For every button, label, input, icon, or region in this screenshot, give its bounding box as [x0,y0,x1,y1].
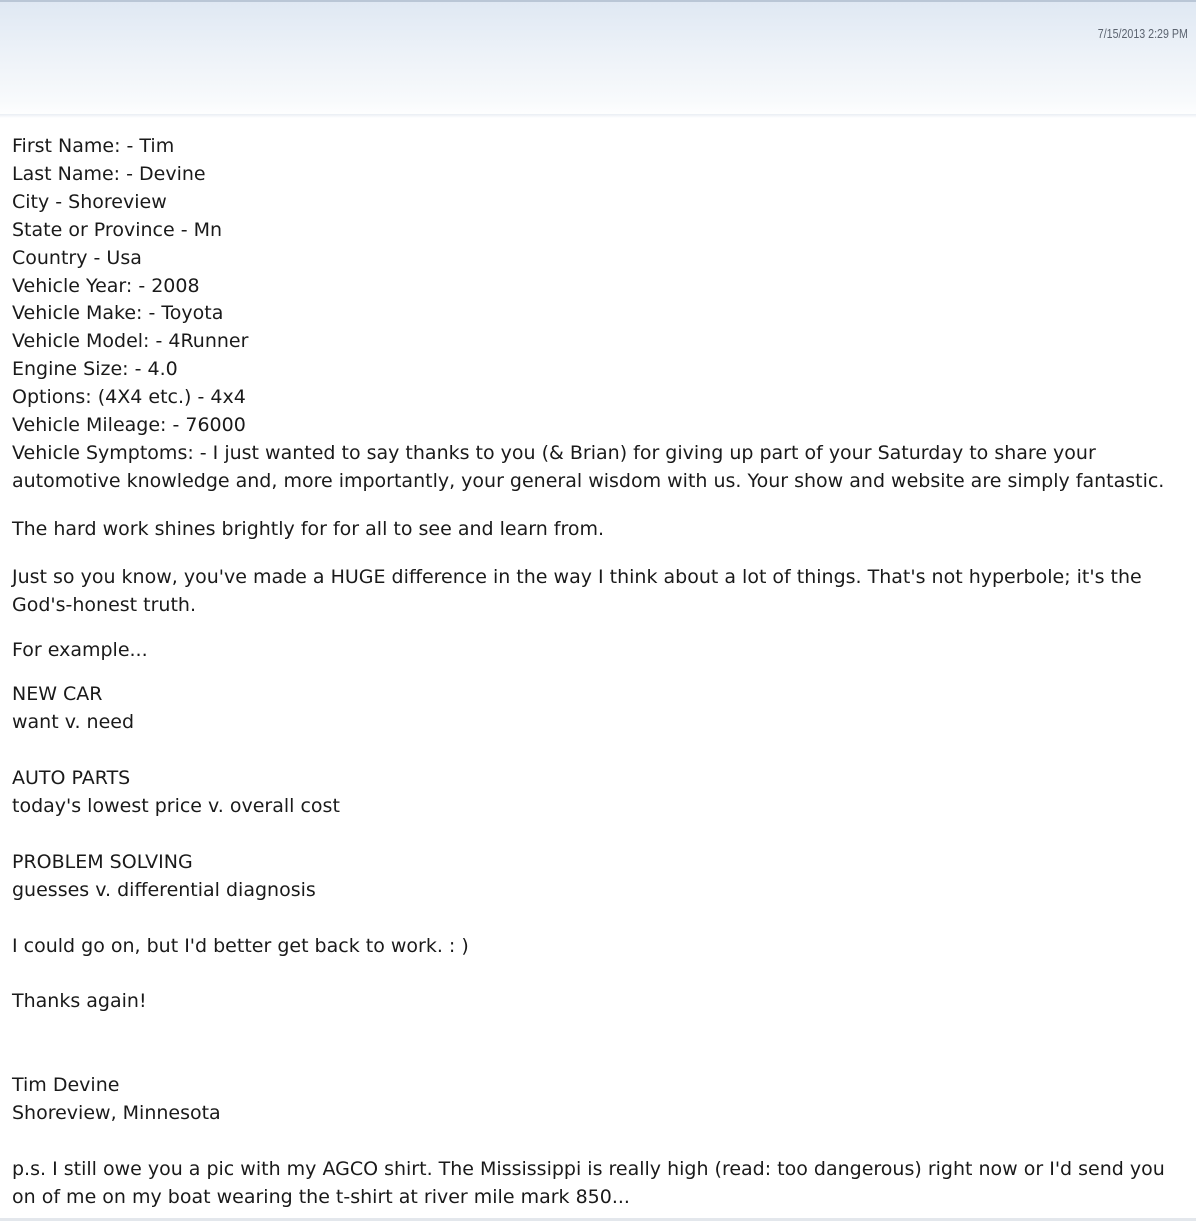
message-timestamp: 7/15/2013 2:29 PM [1097,26,1188,41]
field-symptoms-line-1: Vehicle Symptoms: - I just wanted to say thanks to you (& Brian) for giving up part of your Saturday to share your [12,441,1096,464]
field-engine-size: Engine Size: - 4.0 [12,358,178,381]
paragraph-for-example: For example... [12,638,148,661]
field-country: Country - Usa [12,246,142,269]
ps-line-1: p.s. I still owe you a pic with my AGCO shirt. The Mississippi is really high (read: too dangerous) right now or I'd send you [12,1157,1165,1180]
closing-go-on: I could go on, but I'd better get back to work. : ) [12,934,469,957]
example-detail: want v. need [12,711,135,734]
field-vehicle-make: Vehicle Make: - Toyota [12,302,224,325]
paragraph-huge-line-1: Just so you know, you've made a HUGE difference in the way I think about a lot of things. That's not hyperbole; it's the [12,565,1142,588]
field-vehicle-year: Vehicle Year: - 2008 [12,274,200,297]
example-detail: today's lowest price v. overall cost [12,795,340,818]
field-symptoms-line-2: automotive knowledge and, more importantly, your general wisdom with us. Your show and website are simply fantastic. [12,469,1165,492]
paragraph-spacer [12,496,1162,516]
blank-line [12,821,1162,849]
example-detail: guesses v. differential diagnosis [12,878,316,901]
blank-line [12,960,1162,988]
field-state: State or Province - Mn [12,218,223,241]
paragraph-spacer [12,620,1162,637]
field-first-name: First Name: - Tim [12,135,175,157]
message-body [12,133,1165,1212]
signature-name: Tim Devine [12,1074,120,1096]
field-vehicle-mileage: Vehicle Mileage: - 76000 [12,414,246,437]
field-city: City - Shoreview [12,190,167,213]
example-heading: AUTO PARTS [12,767,131,790]
message-header [0,0,1196,118]
ps-line-2: on of me on my boat wearing the t-shirt at river mile mark 850... [12,1185,630,1208]
paragraph-spacer [12,664,1162,681]
paragraph-spacer [12,1128,1162,1156]
blank-line [12,737,1162,765]
blank-line [12,905,1162,933]
example-heading: NEW CAR [12,683,103,706]
blank-line [12,1044,1162,1072]
signature-location: Shoreview, Minnesota [12,1101,221,1124]
paragraph-hard-work: The hard work shines brightly for for all to see and learn from. [12,517,605,540]
example-heading: PROBLEM SOLVING [12,850,193,873]
paragraph-huge-line-2: God's-honest truth. [12,593,197,616]
field-options: Options: (4X4 etc.) - 4x4 [12,386,246,409]
field-last-name: Last Name: - Devine [12,162,206,185]
field-vehicle-model: Vehicle Model: - 4Runner [12,330,249,353]
paragraph-spacer [12,544,1162,564]
blank-line [12,1016,1162,1044]
closing-thanks: Thanks again! [12,990,147,1013]
